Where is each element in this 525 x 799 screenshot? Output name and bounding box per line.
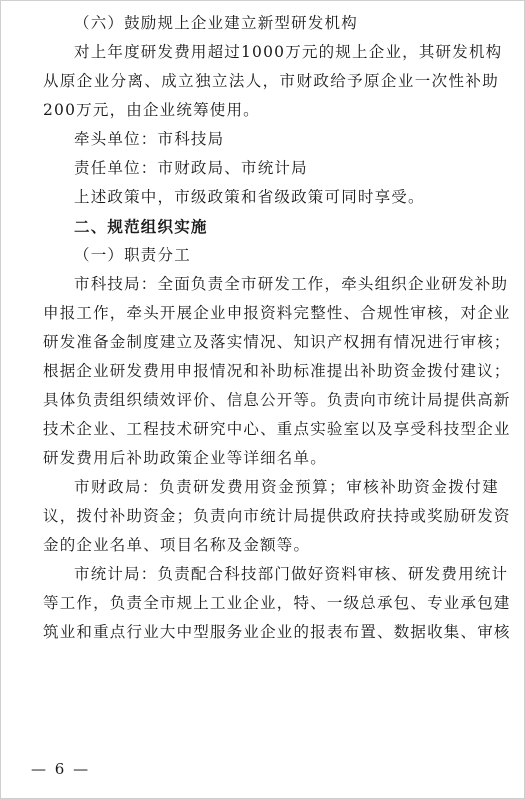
text-line: 200万元，由企业统筹使用。 xyxy=(43,101,260,119)
text-line: 责任单位：市财政局、市统计局 xyxy=(74,159,308,177)
text-line: 申报工作，牵头开展企业申报资料完整性、合规性审核，对企业 xyxy=(43,304,511,322)
text-line: 市科技局：全面负责全市研发工作，牵头组织企业研发补助 xyxy=(74,275,509,293)
text-line: 筑业和重点行业大中型服务业企业的报表布置、数据收集、审核 xyxy=(43,623,511,641)
text-line: 具体负责组织绩效评价、信息公开等。负责向市统计局提供高新 xyxy=(43,391,511,409)
text-line: 议，拨付补助资金；负责向市统计局提供政府扶持或奖励研发资 xyxy=(43,507,511,525)
text-line: 市统计局：负责配合科技部门做好资料审核、研发费用统计 xyxy=(74,565,509,583)
text-line: 牵头单位：市科技局 xyxy=(74,130,225,148)
text-line: 对上年度研发费用超过1000万元的规上企业，其研发机构 xyxy=(74,43,503,61)
text-line: 金的企业名单、项目名称及金额等。 xyxy=(43,536,311,554)
text-line: 根据企业研发费用申报情况和补助标准提出补助资金拨付建议； xyxy=(43,362,511,380)
section-heading: 二、规范组织实施 xyxy=(74,217,208,236)
text-line: 等工作，负责全市规上工业企业，特、一级总承包、专业承包建 xyxy=(43,594,511,612)
text-line: 上述政策中，市级政策和省级政策可同时享受。 xyxy=(74,188,425,206)
text-line: 技术企业、工程技术研究中心、重点实验室以及享受科技型企业 xyxy=(43,420,511,438)
text-line: 从原企业分离、成立独立法人，市财政给予原企业一次性补助 xyxy=(43,72,499,90)
text-line: （一）职责分工 xyxy=(74,246,191,264)
text-line: （六）鼓励规上企业建立新型研发机构 xyxy=(74,14,358,32)
page-number: — 6 — xyxy=(31,760,91,778)
text-line: 研发费用后补助政策企业等详细名单。 xyxy=(43,449,327,467)
text-line: 研发准备金制度建立及落实情况、知识产权拥有情况进行审核； xyxy=(43,333,511,351)
document-body xyxy=(43,9,511,647)
text-line: 市财政局：负责研发费用资金预算；审核补助资金拨付建 xyxy=(74,478,499,496)
